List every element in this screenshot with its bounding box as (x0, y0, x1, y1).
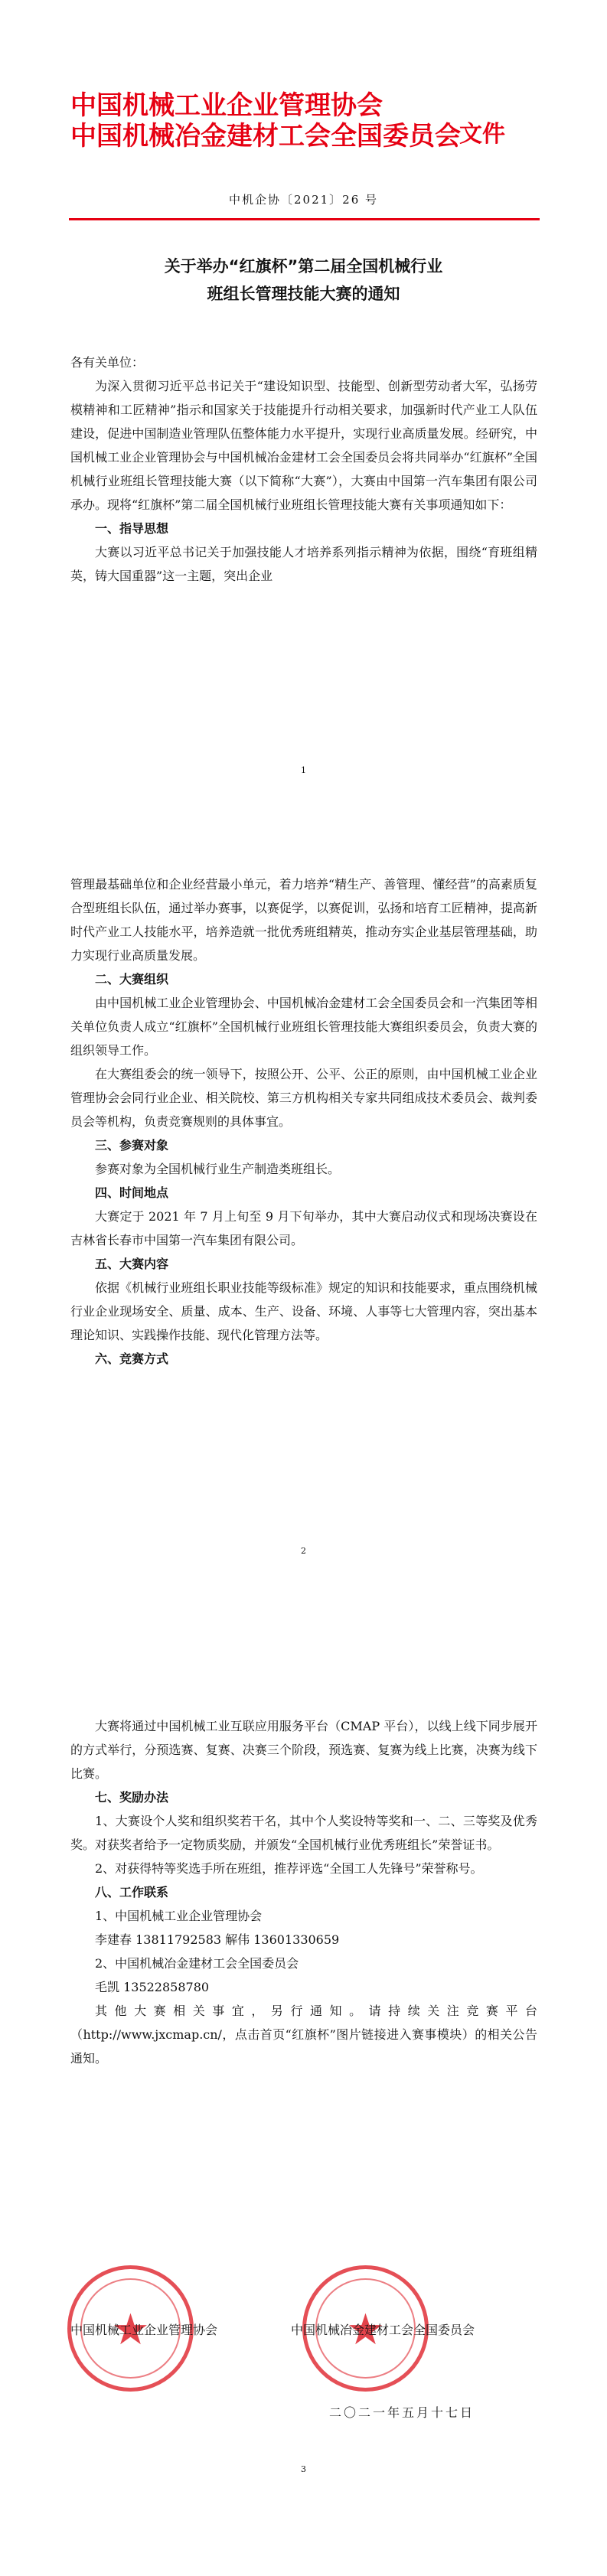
section-heading-1: 一、指导思想 (95, 521, 169, 536)
time-place-paragraph: 大赛定于 2021 年 7 月上旬至 9 月下旬举办，其中大赛启动仪式和现场决赛设在吉林省长春市中国第一汽车集团有限公司。 (70, 1209, 537, 1247)
contact-people-2: 毛凯 13522858780 (95, 1980, 210, 1994)
issuing-organizations (70, 90, 461, 152)
section-heading-5: 五、大赛内容 (95, 1257, 169, 1271)
page-number-2: 2 (301, 1546, 306, 1556)
notice-title (0, 253, 607, 308)
page-3-body (70, 1714, 537, 2070)
red-divider (69, 218, 540, 220)
guiding-ideology-continued: 管理最基础单位和企业经营最小单元，着力培养“精生产、善管理、懂经营”的高素质复合型班组长队伍，通过举办赛事，以赛促学，以赛促训，弘扬和培育工匠精神，提高新时代产业工人技能水平，培养造就一批优秀班组精英，推动夯实企业基层管理基础，助力实现行业高质量发展。 (70, 877, 537, 963)
content-paragraph: 依据《机械行业班组长职业技能等级标准》规定的知识和技能要求，重点围绕机械行业企业现场安全、质量、成本、生产、设备、环境、人事等七大管理内容，突出基本理论知识、实践操作技能、现代化管理方法等。 (70, 1280, 537, 1342)
salutation: 各有关单位： (70, 355, 145, 370)
page-number-1: 1 (301, 765, 306, 775)
contact-people-1: 李建春 13811792583 解伟 13601330659 (95, 1932, 340, 1947)
organization-paragraph-1: 由中国机械工业企业管理协会、中国机械冶金建材工会全国委员会和一汽集团等相关单位负责人成立“红旗杯”全国机械行业班组长管理技能大赛组织委员会，负责大赛的组织领导工作。 (70, 996, 537, 1058)
intro-paragraph: 为深入贯彻习近平总书记关于“建设知识型、技能型、创新型劳动者大军，弘扬劳模精神和工匠精神”指示和国家关于技能提升行动相关要求，加强新时代产业工人队伍建设，促进中国制造业管理队伍整体能力水平提升，实现行业高质量发展。经研究，中国机械工业企业管理协会与中国机械冶金建材工会全国委员会将共同举办“红旗杯”全国机械行业班组长管理技能大赛（以下简称“大赛”），大赛由中国第一汽车集团有限公司承办。现将“红旗杯”第二届全国机械行业班组长管理技能大赛有关事项通知如下： (70, 379, 537, 512)
signature-org-2: 中国机械冶金建材工会全国委员会 (291, 2323, 475, 2337)
org-name-2: 中国机械冶金建材工会全国委员会 (70, 121, 461, 152)
seal-star-icon: ★ (346, 2305, 385, 2355)
organization-paragraph-2: 在大赛组委会的统一领导下，按照公开、公平、公正的原则，由中国机械工业企业管理协会会同行业企业、相关院校、第三方机构相关专家共同组成技术委员会、裁判委员会等机构，负责竞赛规则的具体事宜。 (70, 1067, 537, 1129)
section-heading-4: 四、时间地点 (95, 1185, 169, 1200)
awards-paragraph-2: 2、对获得特等奖选手所在班组，推荐评选“全国工人先锋号”荣誉称号。 (95, 1861, 483, 1876)
page-2-body (70, 872, 537, 1371)
section-heading-8: 八、工作联系 (95, 1885, 169, 1899)
closing-paragraph: 其他大赛相关事宜，另行通知。请持续关注竞赛平台（http://www.jxcmap.cn/，点击首页“红旗杯”图片链接进入赛事模块）的相关公告通知。 (70, 2004, 537, 2066)
seal-star-icon: ★ (111, 2305, 150, 2355)
section-heading-6: 六、竞赛方式 (95, 1352, 169, 1366)
awards-paragraph-1: 1、大赛设个人奖和组织奖若干名，其中个人奖设特等奖和一、二、三等奖及优秀奖。对获奖者给予一定物质奖励，并颁发“全国机械行业优秀班组长”荣誉证书。 (70, 1814, 537, 1852)
issue-date: 二〇二一年五月十七日 (329, 2405, 475, 2420)
guiding-ideology-paragraph: 大赛以习近平总书记关于加强技能人才培养系列指示精神为依据，围绕“育班组精英，铸大国重器”这一主题，突出企业 (70, 545, 537, 583)
page-1 (0, 0, 607, 796)
document-number: 中机企协〔2021〕26 号 (228, 193, 379, 207)
page-number-3: 3 (301, 2464, 306, 2474)
document-label: 文件 (459, 121, 505, 148)
page-3 (0, 1714, 607, 2576)
format-paragraph: 大赛将通过中国机械工业互联应用服务平台（CMAP 平台），以线上线下同步展开的方式举行，分预选赛、复赛、决赛三个阶段，预选赛、复赛为线上比赛，决赛为线下比赛。 (70, 1719, 537, 1781)
signature-org-1: 中国机械工业企业管理协会 (70, 2323, 218, 2337)
participants-paragraph: 参赛对象为全国机械行业生产制造类班组长。 (95, 1162, 341, 1176)
org-name-1: 中国机械工业企业管理协会 (70, 90, 383, 121)
contact-org-1: 1、中国机械工业企业管理协会 (95, 1909, 263, 1923)
page-2 (0, 857, 607, 1684)
section-heading-3: 三、参赛对象 (95, 1138, 169, 1153)
page-1-body (70, 351, 537, 588)
section-heading-7: 七、奖励办法 (95, 1790, 169, 1805)
section-heading-2: 二、大赛组织 (95, 972, 169, 986)
title-line-1: 关于举办“红旗杯”第二届全国机械行业 (164, 257, 443, 276)
title-line-2: 班组长管理技能大赛的通知 (207, 285, 400, 303)
contact-org-2: 2、中国机械冶金建材工会全国委员会 (95, 1956, 299, 1971)
